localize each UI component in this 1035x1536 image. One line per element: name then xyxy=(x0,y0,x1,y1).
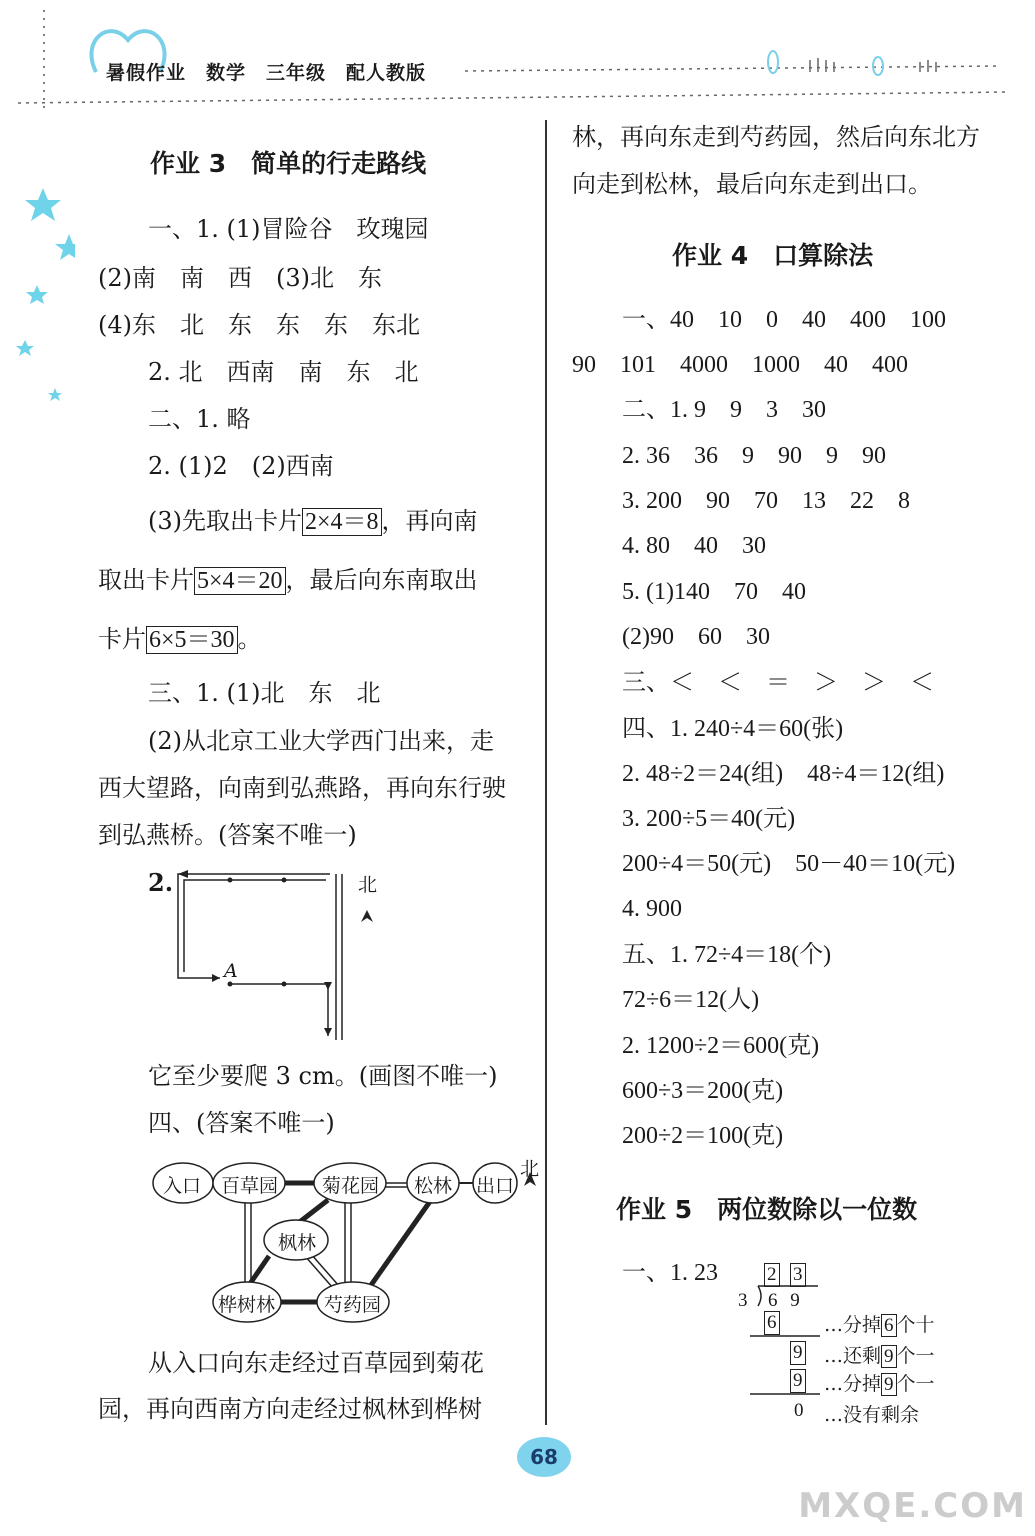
text: ，再向南 xyxy=(381,507,478,535)
answer-line: 园，再向西南方向走经过枫林到桦树 xyxy=(98,1395,482,1423)
arrow-icon xyxy=(324,1028,332,1036)
card-box: 6×5＝30 xyxy=(146,626,238,654)
answer-line: 2. 36 36 9 90 9 90 xyxy=(622,443,886,469)
text: 个十 xyxy=(896,1314,935,1336)
answer-line: 向走到松林，最后向东走到出口。 xyxy=(572,170,932,198)
step-note: …没有剩余 xyxy=(824,1404,920,1426)
text: 个一 xyxy=(896,1373,935,1395)
answer-line: 90 101 4000 1000 40 400 xyxy=(572,352,908,378)
card-box: 5×4＝20 xyxy=(194,567,286,595)
star-icon xyxy=(55,234,75,260)
step-digit: 6 xyxy=(764,1311,780,1335)
star-icon xyxy=(48,388,62,401)
answer-line: 五、1. 72÷4＝18(个) xyxy=(622,942,832,968)
path-diagram xyxy=(160,860,390,1050)
north-label: 北 xyxy=(358,874,378,896)
text: …还剩 xyxy=(824,1345,882,1367)
note-box: 6 xyxy=(881,1314,897,1337)
watermark: MXQE.COM xyxy=(798,1486,1027,1526)
map-node: 枫林 xyxy=(278,1232,317,1254)
map-node: 芍药园 xyxy=(324,1294,382,1316)
step-digit: 9 xyxy=(790,1369,806,1393)
point-label: A xyxy=(224,960,238,982)
answer-line: (2)南 南 西 (3)北 东 xyxy=(98,264,382,292)
answer-line: 600÷3＝200(克) xyxy=(622,1078,784,1104)
page-number: 68 xyxy=(517,1437,571,1477)
answer-line: 2. 北 西南 南 东 北 xyxy=(148,358,419,386)
answer-line: 一、1. (1)冒险谷 玫瑰园 xyxy=(148,215,429,243)
header-decoration xyxy=(0,0,1035,110)
text: …分掉 xyxy=(824,1373,882,1395)
text: 。 xyxy=(237,625,262,653)
quotient-digit: 2 xyxy=(764,1263,780,1287)
answer-line: 5. (1)140 70 40 xyxy=(622,579,806,605)
answer-line: 它至少要爬 3 cm。(画图不唯一) xyxy=(148,1062,498,1090)
answer-line: 西大望路，向南到弘燕路，再向东行驶 xyxy=(98,774,506,802)
note-box: 9 xyxy=(881,1373,897,1396)
text: ，最后向东南取出 xyxy=(285,566,478,594)
hw5-title: 作业 5 两位数除以一位数 xyxy=(616,1195,918,1224)
step-note xyxy=(824,1369,935,1396)
hw4-title: 作业 4 口算除法 xyxy=(672,241,874,270)
answer-line: 200÷4＝50(元) 50－40＝10(元) xyxy=(622,851,956,877)
note-box: 9 xyxy=(881,1345,897,1368)
map-node: 出口 xyxy=(476,1175,515,1197)
map-node: 入口 xyxy=(163,1175,202,1197)
answer-line: 从入口向东走经过百草园到菊花 xyxy=(148,1349,484,1377)
division-lines xyxy=(740,1260,830,1420)
north-arrow-icon xyxy=(361,910,373,922)
hw3-title: 作业 3 简单的行走路线 xyxy=(150,149,427,178)
answer-line: 林，再向东走到芍药园，然后向东北方 xyxy=(572,123,980,151)
step-digit: 9 xyxy=(790,1341,806,1365)
answer-line: 三、＜ ＜ ＝ ＞ ＞ ＜ xyxy=(622,670,934,696)
answer-line: 四、(答案不唯一) xyxy=(148,1109,335,1137)
answer-line: 一、40 10 0 40 400 100 xyxy=(622,307,946,333)
answer-line: 72÷6＝12(人) xyxy=(622,987,760,1013)
arrow-icon xyxy=(178,870,188,878)
column-divider xyxy=(545,120,547,1425)
north-label: 北 xyxy=(520,1158,540,1180)
header-title: 暑假作业 数学 三年级 配人教版 xyxy=(106,62,427,84)
map-node: 松林 xyxy=(414,1175,453,1197)
text: 卡片 xyxy=(98,625,146,653)
answer-line: 一、1. 23 xyxy=(622,1260,718,1286)
dividend: 6 9 xyxy=(768,1290,804,1311)
text: 取出卡片 xyxy=(98,566,194,594)
answer-line: 3. 200 90 70 13 22 8 xyxy=(622,488,910,514)
answer-line xyxy=(98,624,262,655)
arrow-icon xyxy=(324,982,332,990)
answer-line: 2. (1)2 (2)西南 xyxy=(148,452,334,480)
text: …分掉 xyxy=(824,1314,882,1336)
arrow-icon xyxy=(212,974,220,982)
answer-line: 2. 48÷2＝24(组) 48÷4＝12(组) xyxy=(622,761,945,787)
star-icon xyxy=(25,188,61,221)
answer-line xyxy=(148,506,478,537)
answer-line: (2)90 60 30 xyxy=(622,624,770,650)
answer-line: 四、1. 240÷4＝60(张) xyxy=(622,716,844,742)
step-note xyxy=(824,1341,935,1368)
answer-line: 4. 80 40 30 xyxy=(622,533,766,559)
answer-line: 3. 200÷5＝40(元) xyxy=(622,806,796,832)
answer-line: (2)从北京工业大学西门出来，走 xyxy=(148,727,494,755)
answer-line: 2. 1200÷2＝600(克) xyxy=(622,1033,820,1059)
answer-line: 二、1. 9 9 3 30 xyxy=(622,397,826,423)
answer-line: 到弘燕桥。(答案不唯一) xyxy=(98,821,357,849)
answer-line: (4)东 北 东 东 东 东北 xyxy=(98,311,420,339)
card-box: 2×4＝8 xyxy=(302,508,382,536)
map-node: 桦树林 xyxy=(218,1294,276,1316)
star-icon xyxy=(26,285,48,304)
quotient-digit: 3 xyxy=(790,1263,806,1287)
star-icon xyxy=(16,340,34,356)
figure-label: 2. xyxy=(148,868,174,897)
remainder: 0 xyxy=(794,1400,804,1421)
text: 个一 xyxy=(896,1345,935,1367)
answer-line: 200÷2＝100(克) xyxy=(622,1123,784,1149)
answer-line: 三、1. (1)北 东 北 xyxy=(148,679,381,707)
step-note xyxy=(824,1310,935,1337)
divisor: 3 xyxy=(738,1290,748,1311)
answer-line: 二、1. 略 xyxy=(148,405,251,433)
answer-line: 4. 900 xyxy=(622,896,682,922)
map-node: 百草园 xyxy=(221,1175,279,1197)
answer-line xyxy=(98,565,478,596)
map-node: 菊花园 xyxy=(322,1175,380,1197)
star-decorations xyxy=(15,180,75,410)
text: (3)先取出卡片 xyxy=(148,507,302,535)
